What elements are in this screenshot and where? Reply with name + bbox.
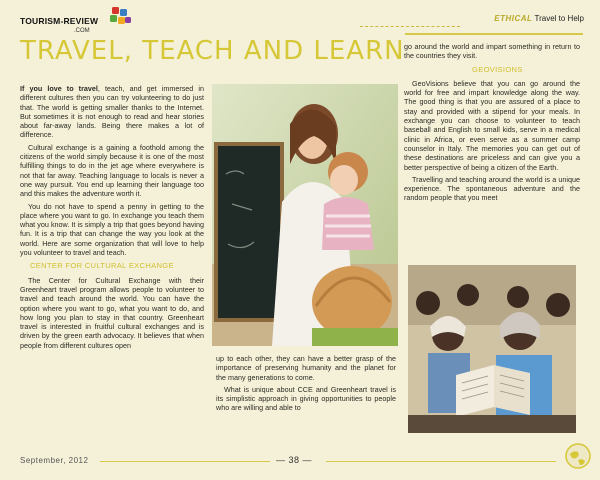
header-divider (405, 33, 583, 35)
paragraph-4: The Center for Cultural Exchange with their Greenheart travel program allows people to volunteer to travel and teach around the world. You can have the option where you want to go, what you want to do, and how long you plan to stay in that country. Greenheart travel is interested in fruitful cultural exchanges and is driven by the green earth advocacy. It believes that when people from different cultures open (20, 275, 204, 350)
article-column-2 (216, 354, 396, 416)
paragraph-2: Cultural exchange is a gaining a foothold among the citizens of the world simply because it is one of the most fulfilling things to do in the jet age where everywhere is not that far away. Teaching language to locals is never a one way pursuit. You end up learning their language too and this makes the adventure worth it. (20, 142, 204, 199)
article-title: TRAVEL, TEACH AND LEARN (20, 36, 405, 66)
paragraph-1 (20, 84, 204, 140)
children-reading-photo (408, 265, 576, 433)
paragraph-6: What is unique about CCE and Greenheart travel is its simplistic approach in giving opportunities to people who are willing and able to (216, 384, 396, 413)
lead-in: If you love to travel (20, 84, 98, 93)
article-column-1 (20, 84, 204, 353)
paragraph-3: You do not have to spend a penny in getting to the place where you want to go. In exchange you teach them what you know. It is simply a trip that goes beyond having fun. It is a trip that can change the way you look at the world. Here are some organization that will love to help you volunteer to travel and teach. (20, 201, 204, 258)
subhead-geovisions: GEOVISIONS (472, 64, 523, 74)
section-label (494, 14, 584, 23)
page-number: — 38 — (276, 455, 313, 465)
globe-emblem-icon (564, 442, 592, 470)
teacher-child-photo (212, 84, 398, 346)
logo-suffix: .COM (74, 28, 90, 34)
paragraph-9: Travelling and teaching around the world is a unique experience. The spontaneous adventure and the random people that you meet (404, 174, 580, 203)
footer-divider-left (100, 461, 270, 462)
paragraph-5: up to each other, they can have a better grasp of the importance of preserving humanity and the planet for the many generations to come. (216, 354, 396, 382)
site-logo[interactable] (20, 6, 140, 40)
header-dash-divider (360, 26, 460, 27)
article-column-3 (404, 42, 580, 206)
logo-text: TOURISM-REVIEW (20, 16, 99, 26)
paragraph-1-text: , teach, and get immersed in different cultures then you can try volunteering to do just that. The world is getting smaller thanks to the Internet. But sometimes it is not enough to read and hear stories about far-away lands. Being there makes a lot of difference. (20, 84, 204, 140)
issue-date: September, 2012 (20, 456, 89, 465)
section-accent: ETHICAL (494, 14, 533, 23)
logo-mark-icon (106, 6, 132, 28)
section-name: Travel to Help (534, 14, 584, 23)
paragraph-8: GeoVisions believe that you can go around the world for free and impart knowledge along the way. The good thing is that you are assured of a place to stay and provided with a stipend for your meals. In exchange you can choose to volunteer to teach baseball and English to small kids, serve in a medical clinic in Africa, or even serve as a summer camp counselor in Italy. The memories you can get out of these destinations are priceless and can give you a better perspective of being a citizen of the Earth. (404, 78, 580, 172)
footer-divider-right (326, 461, 556, 462)
subhead-cce: CENTER FOR CULTURAL EXCHANGE (30, 261, 174, 271)
paragraph-7: go around the world and impart something in return to the countries they visit. (404, 42, 580, 61)
